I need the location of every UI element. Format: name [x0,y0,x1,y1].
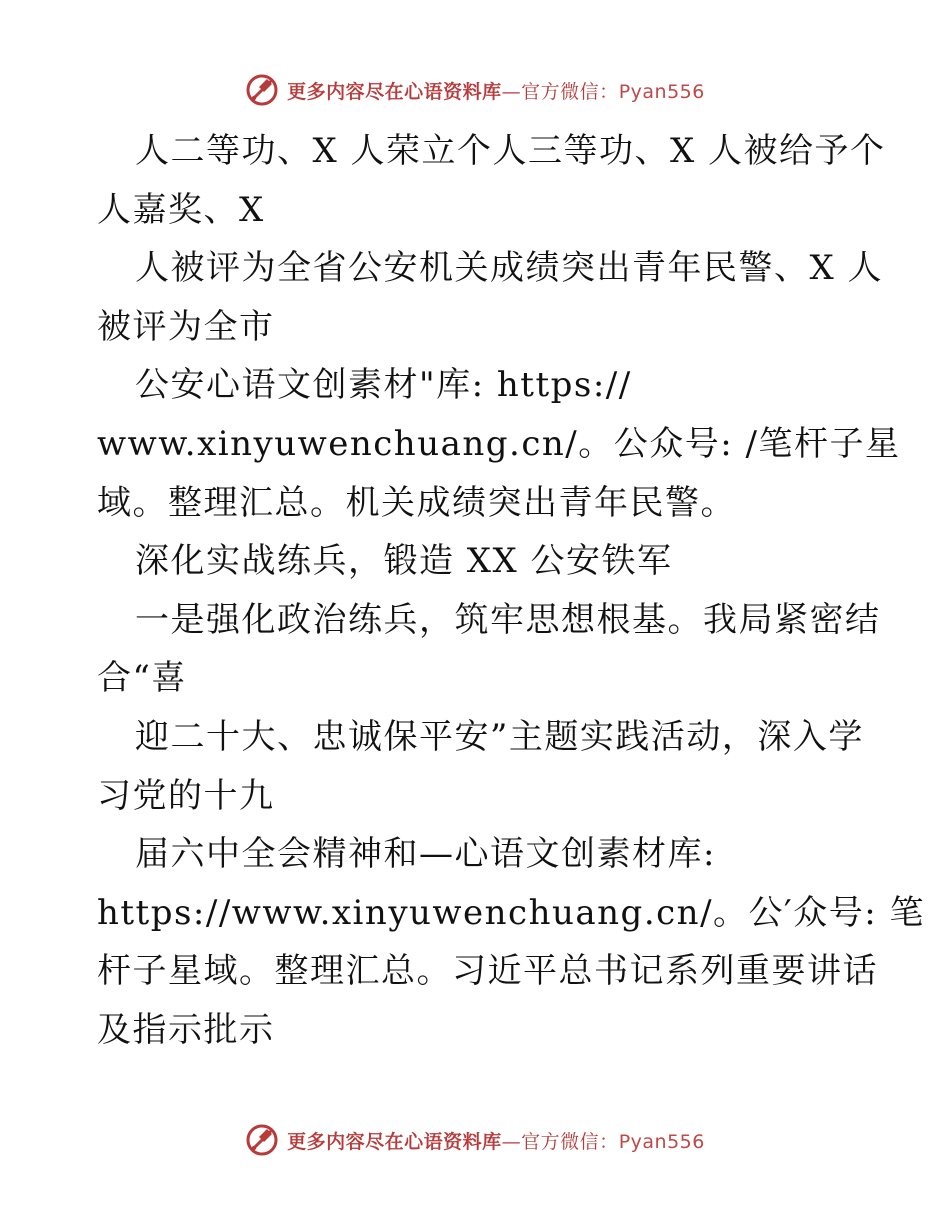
paragraph-line: www.xinyuwenchuang.cn/。公众号: /笔杆子星 [97,423,901,464]
paragraph-line: 届六中全会精神和—心语文创素材库: [135,834,716,875]
paragraph-line: 被评为全市 [97,306,275,347]
paragraph-line: https://www.xinyuwenchuang.cn/。公′众号: 笔 [97,892,926,933]
paragraph-line: 迎二十大、忠诚保平安”主题实践活动，深入学 [135,716,864,757]
paragraph-line: 域。整理汇总。机关成绩突出青年民警。 [97,482,736,523]
header-banner [0,70,950,110]
quill-pen-logo-icon [245,1123,279,1157]
paragraph-line: 合“喜 [97,658,187,699]
footer-banner [0,1120,950,1160]
header-banner-text: 更多内容尽在心语资料库—官方微信：Pyan556 [287,80,705,103]
paragraph-line: 一是强化政治练兵，筑牢思想根基。我局紧密结 [135,599,881,640]
footer-banner-text: 更多内容尽在心语资料库—官方微信：Pyan556 [287,1130,705,1153]
paragraph-line: 公安心语文创素材"库: https:// [135,365,632,406]
quill-pen-logo-icon [245,73,279,107]
paragraph-line: 人嘉奖、X [97,189,265,230]
section-heading: 深化实战练兵，锻造 XX 公安铁军 [135,541,673,582]
document-body [97,122,926,1060]
paragraph-line: 杆子星域。整理汇总。习近平总书记系列重要讲话 [97,951,878,992]
paragraph-line: 人二等功、X 人荣立个人三等功、X 人被给予个 [135,131,886,171]
paragraph-line: 及指示批示 [97,1009,275,1050]
paragraph-line: 习党的十九 [97,775,275,816]
paragraph-line: 人被评为全省公安机关成绩突出青年民警、X 人 [135,248,884,289]
